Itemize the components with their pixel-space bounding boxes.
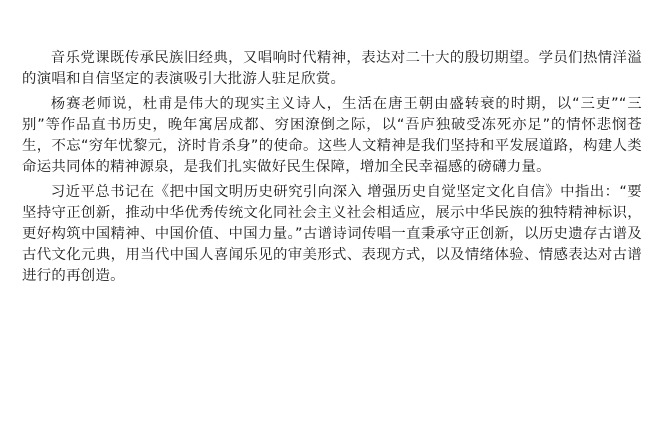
paragraph: 杨赛老师说，杜甫是伟大的现实主义诗人，生活在唐王朝由盛转衰的时期，以“三吏”“三别”等作品直书历史，晚年寓居成都、穷困潦倒之际，以“吾庐独破受冻死亦足”的情怀悲悯苍生，不忘“穷年忧黎元，济时肯杀身”的使命。这些人文精神是我们坚持和平发展道路，构建人类命运共同体的精神源泉，是我们扎实做好民生保障，增加全民幸福感的磅礴力量。 bbox=[22, 96, 642, 175]
paragraph: 习近平总书记在《把中国文明历史研究引向深入 增强历史自觉坚定文化自信》中指出：“要坚持守正创新，推动中华优秀传统文化同社会主义社会相适应，展示中华民族的独特精神标识，更好构筑中国精神、中国价值、中国力量。”古谱诗词传唱一直秉承守正创新，以历史遗存古谱及古代文化元典，用当代中国人喜闻乐见的审美形式、表现方式，以及情绪体验、情感表达对古谱进行的再创造。 bbox=[22, 184, 642, 284]
paragraph: 音乐党课既传承民族旧经典，又唱响时代精神，表达对二十大的殷切期望。学员们热情洋溢的演唱和自信坚定的表演吸引大批游人驻足欣赏。 bbox=[22, 50, 642, 87]
